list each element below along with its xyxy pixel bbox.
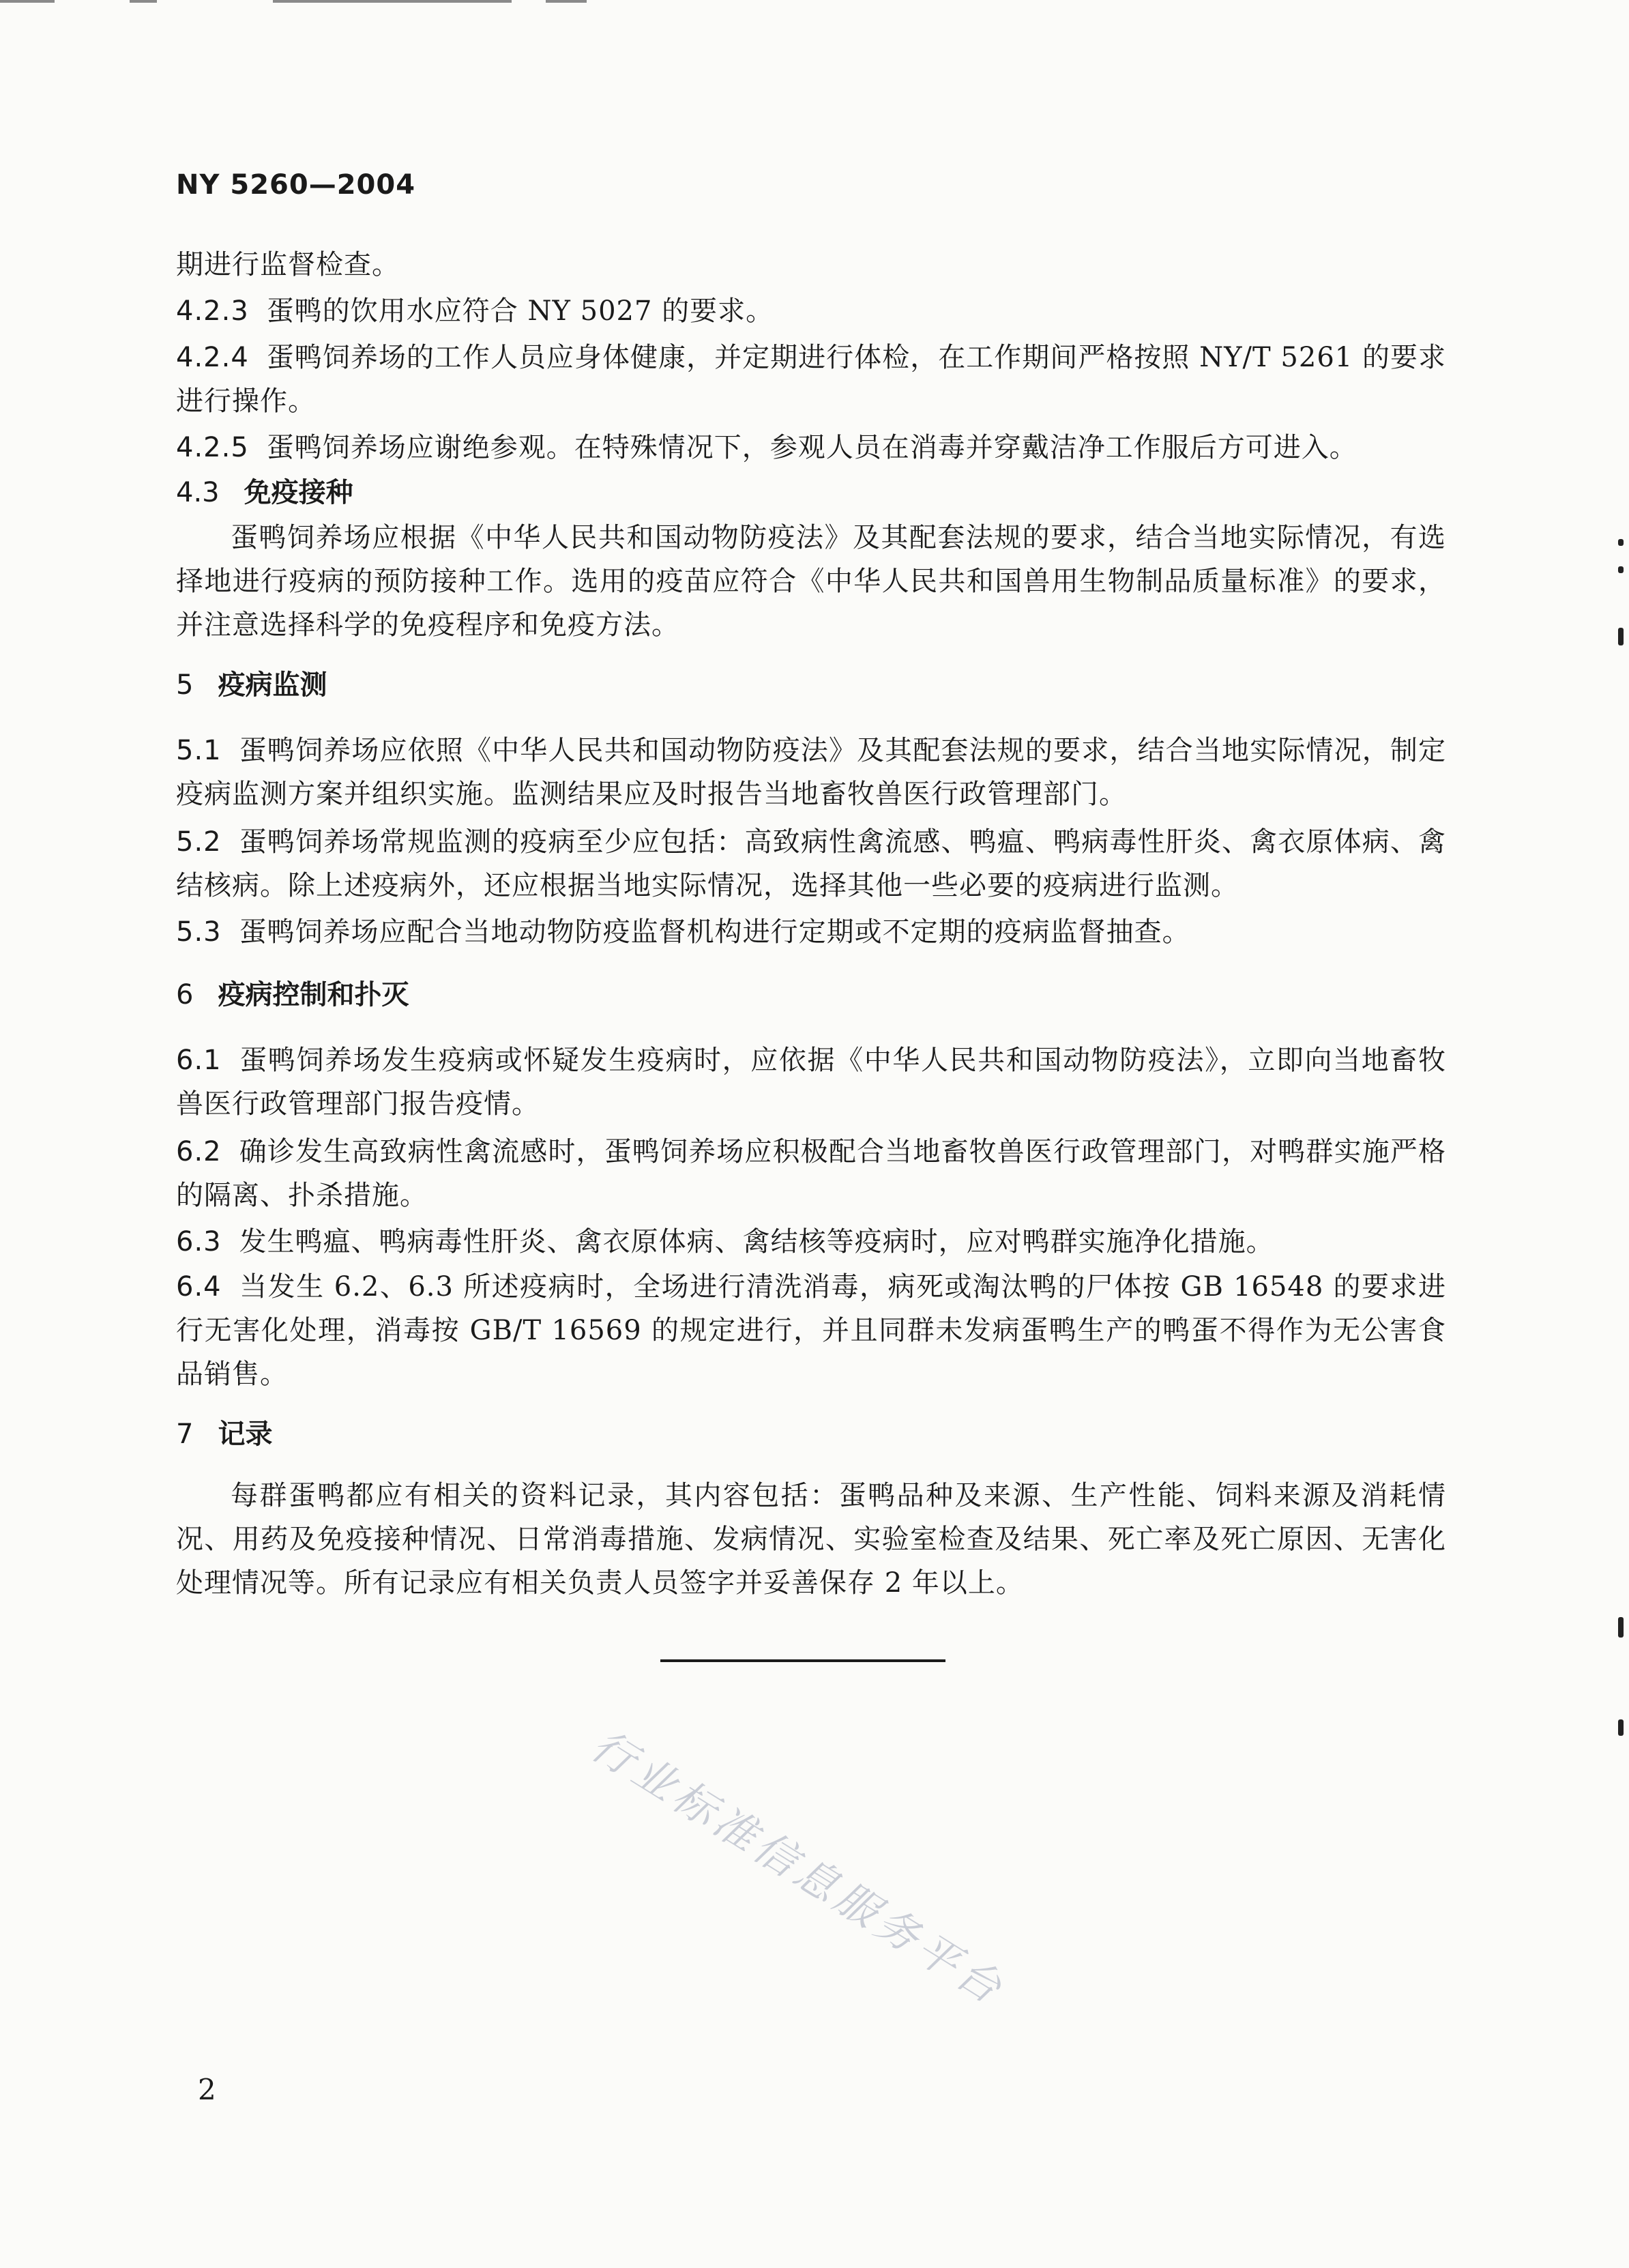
paragraph-7: 每群蛋鸭都应有相关的资料记录，其内容包括：蛋鸭品种及来源、生产性能、饲料来源及消耗情况、用药及免疫接种情况、日常消毒措施、发病情况、实验室检查及结果、死亡率及死亡原因、无害化处理情况等。所有记录应有相关负责人员签字并妥善保存 2 年以上。 bbox=[176, 1480, 1446, 1599]
clause-number: 4.2.4 bbox=[176, 342, 249, 373]
clause-4-2-3: 4.2.3 蛋鸭的饮用水应符合 NY 5027 的要求。 bbox=[176, 295, 774, 327]
clause-5-3: 5.3 蛋鸭饲养场应配合当地动物防疫监督机构进行定期或不定期的疫病监督抽查。 bbox=[176, 916, 1190, 948]
clause-number: 6.1 bbox=[176, 1045, 222, 1076]
page-number: 2 bbox=[198, 2073, 216, 2106]
clause-number: 5.3 bbox=[176, 916, 222, 948]
clause-6-1: 6.1 蛋鸭饲养场发生疫病或怀疑发生疫病时，应依据《中华人民共和国动物防疫法》，立即向当地畜牧兽医行政管理部门报告疫情。 bbox=[176, 1045, 1446, 1120]
clause-number: 6.3 bbox=[176, 1226, 222, 1257]
paragraph-4-3: 蛋鸭饲养场应根据《中华人民共和国动物防疫法》及其配套法规的要求，结合当地实际情况，有选择地进行疫病的预防接种工作。选用的疫苗应符合《中华人民共和国兽用生物制品质量标准》的要求，并注意选择科学的免疫程序和免疫方法。 bbox=[176, 522, 1446, 641]
scan-artifact bbox=[1618, 1617, 1624, 1638]
clause-5-2: 5.2 蛋鸭饲养场常规监测的疫病至少应包括：高致病性禽流感、鸭瘟、鸭病毒性肝炎、禽衣原体病、禽结核病。除上述疫病外，还应根据当地实际情况，选择其他一些必要的疫病进行监测。 bbox=[176, 826, 1446, 901]
scan-artifact bbox=[1618, 628, 1624, 645]
scan-artifact bbox=[1618, 566, 1624, 573]
clause-6-3: 6.3 发生鸭瘟、鸭病毒性肝炎、禽衣原体病、禽结核等疫病时，应对鸭群实施净化措施。 bbox=[176, 1226, 1274, 1257]
clause-6-2: 6.2 确诊发生高致病性禽流感时，蛋鸭饲养场应积极配合当地畜牧兽医行政管理部门，对鸭群实施严格的隔离、扑杀措施。 bbox=[176, 1136, 1446, 1211]
scan-artifact bbox=[273, 0, 512, 3]
clause-4-2-4: 4.2.4 蛋鸭饲养场的工作人员应身体健康，并定期进行体检，在工作期间严格按照 NY/T 5261 的要求进行操作。 bbox=[176, 342, 1446, 417]
clause-5-1: 5.1 蛋鸭饲养场应依照《中华人民共和国动物防疫法》及其配套法规的要求，结合当地实际情况，制定疫病监测方案并组织实施。监测结果应及时报告当地畜牧兽医行政管理部门。 bbox=[176, 735, 1446, 810]
heading-6: 6 疫病控制和扑灭 bbox=[176, 979, 409, 1011]
scan-artifact bbox=[546, 0, 587, 3]
heading-5: 5 疫病监测 bbox=[176, 669, 327, 701]
heading-4-3: 4.3 免疫接种 bbox=[176, 477, 353, 508]
clause-number: 5.2 bbox=[176, 826, 222, 858]
scan-artifact bbox=[1618, 1719, 1624, 1736]
clause-4-2-5: 4.2.5 蛋鸭饲养场应谢绝参观。在特殊情况下，参观人员在消毒并穿戴洁净工作服后方可进入。 bbox=[176, 432, 1358, 463]
clause-number: 5.1 bbox=[176, 735, 222, 766]
clause-number: 4.2.3 bbox=[176, 295, 249, 327]
heading-7: 7 记录 bbox=[176, 1419, 273, 1450]
end-rule bbox=[660, 1659, 945, 1662]
clause-number: 6.4 bbox=[176, 1271, 222, 1303]
scan-artifact bbox=[130, 0, 157, 3]
clause-number: 6.2 bbox=[176, 1136, 222, 1167]
clause-number: 4.2.5 bbox=[176, 432, 249, 463]
scan-artifact bbox=[0, 0, 55, 3]
scan-artifact bbox=[1618, 539, 1624, 546]
watermark: 行业标准信息服务平台 bbox=[583, 1720, 1014, 2016]
standard-code: NY 5260—2004 bbox=[176, 169, 416, 201]
paragraph-continuation: 期进行监督检查。 bbox=[176, 249, 400, 280]
clause-6-4: 6.4 当发生 6.2、6.3 所述疫病时，全场进行清洗消毒，病死或淘汰鸭的尸体按 GB 16548 的要求进行无害化处理，消毒按 GB/T 16569 的规定进行，并且同群未发病蛋鸭生产的鸭蛋不得作为无公害食品销售。 bbox=[176, 1271, 1446, 1390]
